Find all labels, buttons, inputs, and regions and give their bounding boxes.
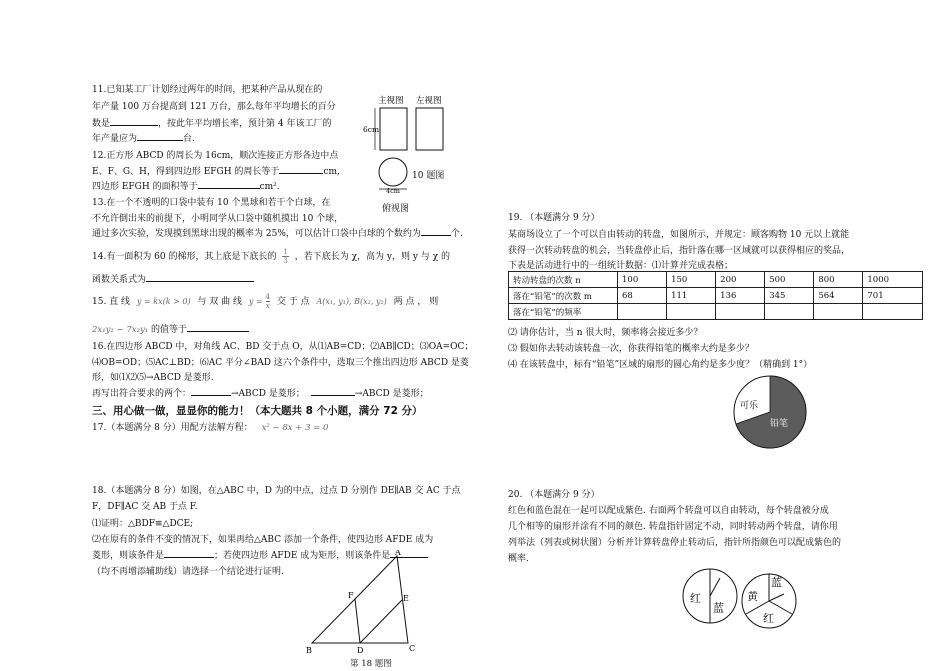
q20-spinner-1	[680, 566, 740, 626]
table-cell: 136	[716, 288, 765, 304]
q12-line2-a: E、F、G、H，得到四边形 EFGH 的周长等于	[92, 167, 280, 177]
q13-line3-a: 通过多次实验，发现摸到黑球出现的概率为 25%，可以估计口袋中白球的个数约为	[92, 229, 421, 239]
table-cell: 800	[814, 272, 863, 288]
q11-answer-blank-1[interactable]	[110, 116, 158, 126]
table-cell: 转动转盘的次数 n	[509, 272, 618, 288]
spinner-2-pointer	[769, 594, 784, 601]
q16-line4-c: →ABCD 是菱形；	[354, 389, 429, 399]
q20-line1: 红色和蓝色混在一起可以配成紫色. 右面两个转盘可以自由转动，每个转盘被分成	[508, 506, 829, 516]
q12-answer-blank-2[interactable]	[198, 179, 260, 189]
table-cell-blank[interactable]	[716, 304, 765, 320]
q15-line-eq: y = kx(k > 0)	[136, 297, 191, 306]
q14-line1-a: 14.有一面积为 60 的梯形，其上底是下底长的	[92, 252, 277, 262]
segment-de	[360, 600, 402, 643]
table-cell: 111	[667, 288, 716, 304]
q14-line1	[92, 248, 450, 265]
q15-line2-b: 的值等于	[151, 325, 188, 335]
q16-line2: ⑷OB=OD；⑸AC⊥BD；⑹AC 平分∠BAD 这六个条件中，选取三个推出四边形 ABCD 是菱	[92, 358, 469, 368]
table-cell-blank[interactable]	[814, 304, 863, 320]
q12-line1: 12.正方形 ABCD 的周长为 16cm，顺次连接正方形各边中点	[92, 151, 339, 161]
left-column	[0, 0, 474, 671]
q19-part3: ⑶ 假如你去转动该转盘一次，你获得铅笔的概率大约是多少？	[508, 344, 754, 354]
q12-line3	[92, 179, 280, 192]
spinner-1-blue-label: 蓝	[711, 602, 725, 613]
table-cell-blank[interactable]	[618, 304, 667, 320]
point-d-label: D	[357, 646, 364, 655]
q15-line1-g: 两 点 ， 则	[393, 297, 439, 307]
q13-line3-b: 个.	[450, 229, 463, 239]
point-f-label: F	[348, 591, 354, 600]
table-row	[509, 304, 923, 320]
table-cell-blank[interactable]	[667, 304, 716, 320]
q13-line2: 不允许倒出来的前提下，小明同学从口袋中随机摸出 10 个球，	[92, 214, 344, 224]
pencil-sector-label: 铅笔	[770, 419, 789, 429]
q20-line3: 列举法（列表或树状图）分析并计算转盘停止转动后，指针所指颜色可以配成紫色的	[508, 538, 842, 548]
q12-line2-b: cm,	[323, 167, 340, 177]
q15-line1-c: 与 双 曲 线	[197, 297, 243, 307]
q17-line1-a: 17.（本题满分 8 分）用配方法解方程：	[92, 423, 253, 433]
q17-equation: x² − 8x + 3 = 0	[261, 423, 329, 433]
q14-line2	[92, 272, 254, 285]
table-cell-blank[interactable]	[765, 304, 814, 320]
q11-line4	[92, 131, 195, 144]
q13-answer-blank[interactable]	[421, 226, 451, 236]
q15-expression: 2x₁y₂ − 7x₂y₁	[92, 325, 149, 335]
front-view-rect	[380, 108, 407, 150]
q16-answer-blank-2[interactable]	[311, 386, 355, 396]
q14-fraction	[282, 248, 288, 265]
q14-frac-den: 3	[283, 257, 288, 265]
q18-line6: （均不再增添辅助线）请选择一个结论进行证明.	[92, 567, 284, 577]
q20-line4: 概率.	[508, 554, 529, 564]
q16-line3: 形，如⑴⑵⑸→ABCD 是菱形.	[92, 373, 214, 383]
q14-line1-b: ，若下底长为 χ，高为 y，则 y 与 χ 的	[294, 252, 450, 262]
q16-line1: 16.在四边形 ABCD 中，对角线 AC、BD 交于点 O，从⑴AB=CD；⑵AB∥CD；⑶OA=OC；	[92, 342, 474, 352]
q14-line2-a: 函数关系式为	[92, 275, 147, 285]
table-cell: 150	[667, 272, 716, 288]
q15-line2	[92, 322, 249, 335]
front-view-label: 主视图	[378, 96, 404, 106]
q12-line3-a: 四边形 EFGH 的面积等于	[92, 182, 198, 192]
q17-line1	[92, 420, 328, 433]
segment-df	[355, 599, 360, 643]
table-cell: 701	[863, 288, 923, 304]
vertex-b-label: B	[306, 646, 312, 655]
q19-part2: ⑵ 请你估计，当 n 很大时，频率将会接近多少？	[508, 328, 703, 338]
table-cell: 落在“铅笔”的次数 m	[509, 288, 618, 304]
q18-line3: ⑴证明：△BDF≌△DCE;	[92, 519, 194, 529]
q18-triangle-figure	[300, 550, 430, 660]
q18-line5-b: ；若使四边形 AFDE 成为矩形，则该条件是	[214, 551, 391, 561]
triangle-abc	[312, 556, 408, 643]
q18-answer-blank-1[interactable]	[164, 548, 214, 558]
q18-line5-a: 菱形，则该条件是	[92, 551, 165, 561]
q11-line4-a: 年产量应为	[92, 134, 138, 144]
section-3-heading: 三、用心做一做，显显你的能力！（本大题共 8 个小题，满分 72 分）	[92, 405, 423, 417]
vertex-c-label: C	[409, 644, 416, 653]
q14-frac-num: 1	[283, 248, 288, 256]
cola-sector-label: 可乐	[740, 401, 759, 411]
table-cell: 落在“铅笔”的频率	[509, 304, 618, 320]
table-cell: 1000	[863, 272, 923, 288]
q15-answer-blank[interactable]	[187, 322, 249, 332]
q15-line1-a: 15. 直 线	[92, 297, 131, 307]
q15-frac-num: 4	[265, 293, 271, 301]
right-column	[470, 0, 950, 671]
top-view-label: 俯视图	[382, 204, 410, 214]
q19-title: 19. （本题满分 9 分）	[508, 213, 600, 223]
spinner-2-yellow-label: 黄	[747, 590, 758, 603]
q15-frac-den: x	[265, 302, 270, 310]
q19-line1: 某商场设立了一个可以自由转动的转盘，如图所示，并规定：顾客购物 10 元以上就能	[508, 230, 850, 240]
q14-answer-blank[interactable]	[146, 272, 254, 282]
q18-line4: ⑵在原有的条件不变的情况下，如果再给△ABC 添加一个条件，使四边形 AFDE 成为	[92, 535, 434, 545]
table-row	[509, 272, 923, 288]
q19-part4: ⑷ 在该转盘中，标有“铅笔”区域的扇形的圆心角约是多少度？（精确到 1°）	[508, 360, 813, 370]
q12-line3-b: cm².	[259, 182, 280, 192]
q15-line1-e: 交 于 点	[276, 297, 310, 307]
q11-line1: 11.已知某工厂计划经过两年的时间，把某种产品从现在的	[92, 85, 323, 95]
q11-line4-b: 台.	[183, 134, 195, 144]
spinner-1-pointer	[710, 578, 720, 596]
q18-line2: F，DF∥AC 交 AB 于点 F.	[92, 502, 198, 512]
table-cell-blank[interactable]	[863, 304, 923, 320]
q11-line2: 年产量 100 万台提高到 121 万台，那么每年平均增长的百分	[92, 102, 336, 112]
table-cell: 68	[618, 288, 667, 304]
q19-frequency-table	[508, 271, 923, 320]
table-cell: 564	[814, 288, 863, 304]
q12-answer-blank-1[interactable]	[279, 164, 323, 174]
q11-line3	[92, 116, 331, 129]
q15-fraction	[266, 293, 270, 310]
q13-line1: 13.在一个不透明的口袋中装有 10 个黑球和若干个白球，在	[92, 198, 331, 208]
q11-answer-blank-2[interactable]	[137, 131, 183, 141]
spinner-2-red-label: 红	[763, 612, 774, 625]
side-view-rect	[416, 108, 443, 150]
q15-line1	[92, 293, 438, 310]
q13-line3	[92, 226, 463, 239]
q19-spinner	[732, 374, 808, 450]
height-dim-label: 6cm	[363, 125, 380, 134]
vertex-a-label: A	[395, 550, 401, 557]
q18-line1: 18.（本题满分 8 分）如图，在△ABC 中，D 为的中点，过点 D 分别作 DE∥AB 交 AC 于点	[92, 486, 461, 496]
width-dim-label: 4cm	[386, 187, 400, 195]
q16-line4	[92, 386, 429, 399]
q16-answer-blank-1[interactable]	[191, 386, 231, 396]
table-row	[509, 288, 923, 304]
q20-title: 20. （本题满分 9 分）	[508, 490, 600, 500]
table-cell: 200	[716, 272, 765, 288]
q16-line4-a: 再写出符合要求的两个：	[92, 389, 192, 399]
side-view-label: 左视图	[416, 96, 442, 106]
q20-line2: 几个相等的扇形并涂有不同的颜色. 转盘指针固定不动，同时转动两个转盘，请你用	[508, 522, 838, 532]
q15-points: A(x₁, y₁), B(x₂, y₂)	[316, 297, 387, 306]
q19-line3: 下表是活动进行中的一组统计数据：⑴计算并完成表格；	[508, 261, 734, 271]
table-cell: 100	[618, 272, 667, 288]
point-e-label: E	[403, 594, 409, 603]
q15-hyperbola-eq: y =	[248, 297, 263, 306]
q18-figure-caption: 第 18 题图	[350, 659, 392, 669]
three-view-figure	[360, 92, 460, 212]
q12-line2	[92, 164, 340, 177]
q19-line2: 获得一次转动转盘的机会，当转盘停止后，指针落在哪一区域就可以获得相应的奖品，	[508, 246, 851, 256]
q16-line4-b: →ABCD 是菱形；	[231, 389, 305, 399]
spinner-1-red-label: 红	[690, 592, 701, 605]
table-cell: 500	[765, 272, 814, 288]
q11-line3-b: ，按此年平均增长率，预计第 4 年该工厂的	[158, 119, 332, 129]
q10-figure-caption: 10 题图	[412, 171, 445, 181]
q20-spinner-2	[738, 570, 800, 632]
q11-line3-a: 数是	[92, 119, 111, 129]
top-view-circle	[379, 158, 407, 186]
table-cell: 345	[765, 288, 814, 304]
spinner-2-blue-label: 蓝	[771, 576, 782, 589]
